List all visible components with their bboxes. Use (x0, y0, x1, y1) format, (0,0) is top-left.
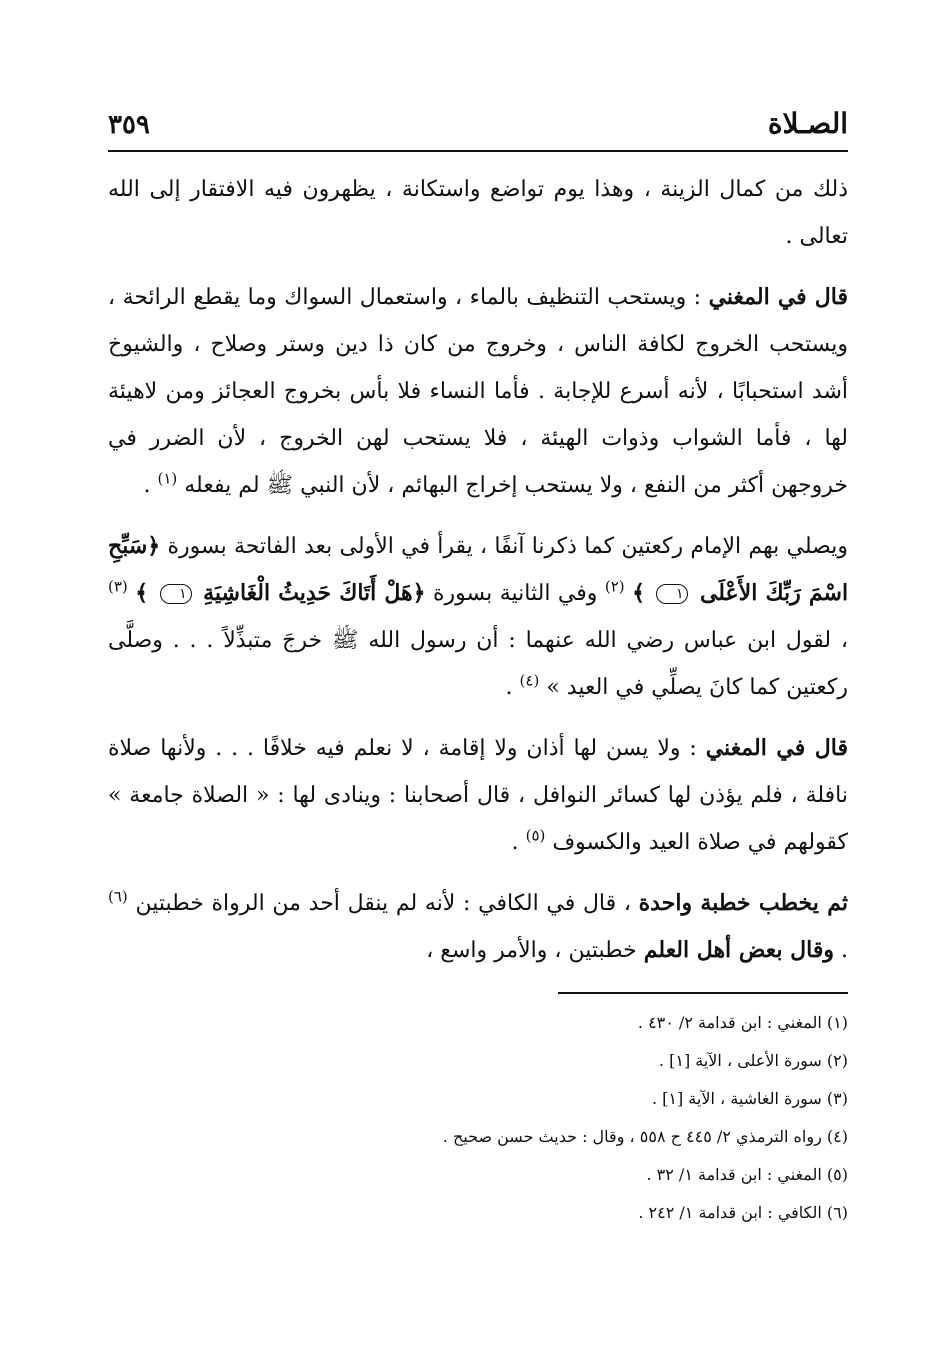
footnote-ref-1: (١) (157, 469, 178, 488)
paragraph-5 (108, 880, 848, 974)
paragraph-3-end: . (505, 675, 513, 700)
running-title: الصـلاة (767, 107, 848, 140)
footnote-5: (٥) المغني : ابن قدامة ١/ ٣٢ . (646, 1165, 848, 1184)
paragraph-5-lead: ثم يخطب خطبة واحدة (638, 890, 848, 916)
quran-verse-1: ﴿سَبِّحِ اسْمَ رَبِّكَ الأَعْلَى (108, 533, 849, 606)
paragraph-2-end: . (143, 473, 151, 498)
paragraph-2-lead: قال في المغني (708, 284, 848, 310)
running-header (108, 80, 848, 152)
quran-verse-2: ﴿هَلْ أَتَاكَ حَدِيثُ الْغَاشِيَةِ (203, 580, 426, 606)
page-number: ٣٥٩ (108, 110, 150, 140)
paragraph-2-text: : ويستحب التنظيف بالماء ، واستعمال السواك وما يقطع الرائحة ، ويستحب الخروج لكافة الناس ، وخروج من كان ذا دين وستر وصلاح ، والشيوخ أشد استحبابًا ، لأنه أسرع للإجابة . فأما النساء فلا بأس بخروج العجائز ومن لاهيئة لها ، فأما الشواب وذوات الهيئة ، فلا يستحب لهن الخروج ، لأن الضرر في خروجهن أكثر من النفع ، ولا يستحب إخراج البهائم ، لأن النبي ﷺ لم يفعله (108, 285, 848, 498)
footnote-divider (558, 992, 848, 994)
ayah-number-2: ١ (160, 584, 192, 604)
footnote-ref-6: (٦) (108, 887, 128, 906)
paragraph-5-text-b: خطبتين ، والأمر واسع ، (426, 938, 637, 963)
paragraph-4-text: : ولا يسن لها أذان ولا إقامة ، لا نعلم فيه خلافًا . . . ولأنها صلاة نافلة ، فلم يؤذن لها كسائر النوافل ، قال أصحابنا : وينادى لها : « الصلاة جامعة » كقولهم في صلاة العيد والكسوف (108, 736, 848, 855)
footnote-ref-2: (٢) (604, 577, 625, 596)
paragraph-5-bold: وقال بعض أهل العلم (643, 937, 834, 963)
paragraph-3-text-c: ، لقول ابن عباس رضي الله عنهما : أن رسول الله ﷺ خرجَ متبذِّلاً . . . وصلَّى ركعتين كما كانَ يصلِّي في العيد » (108, 628, 848, 700)
footnote-6: (٦) الكافي : ابن قدامة ١/ ٢٤٢ . (638, 1203, 848, 1222)
paragraph-2 (108, 274, 848, 509)
paragraph-4 (108, 725, 848, 866)
paragraph-3-text-a: ويصلي بهم الإمام ركعتين كما ذكرنا آنفًا ، يقرأ في الأولى بعد الفاتحة بسورة (167, 534, 848, 559)
quran-verse-1-close: ﴾ (632, 580, 645, 606)
paragraph-5-text-a: ، قال في الكافي : لأنه لم ينقل أحد من الرواة خطبتين (135, 891, 631, 916)
ayah-number-1: ١ (656, 584, 688, 604)
paragraph-3 (108, 523, 848, 711)
book-page (108, 80, 848, 1232)
paragraph-1 (108, 166, 848, 260)
footnotes (108, 1004, 848, 1232)
quran-verse-2-close: ﴾ (135, 580, 149, 606)
paragraph-5-dot: . (841, 938, 848, 963)
footnote-3: (٣) سورة الغاشية ، الآية [١] . (651, 1089, 848, 1108)
footnote-ref-3: (٣) (108, 577, 128, 596)
footnote-ref-4: (٤) (519, 671, 540, 690)
main-text (108, 166, 848, 974)
paragraph-4-lead: قال في المغني (705, 735, 849, 761)
paragraph-3-text-b: وفي الثانية بسورة (433, 581, 598, 606)
footnote-4: (٤) رواه الترمذي ٢/ ٤٤٥ ح ٥٥٨ ، وقال : حديث حسن صحيح . (442, 1127, 848, 1146)
paragraph-4-end: . (511, 830, 519, 855)
footnote-ref-5: (٥) (525, 826, 546, 845)
footnote-1: (١) المغني : ابن قدامة ٢/ ٤٣٠ . (637, 1013, 848, 1032)
paragraph-1-text: ذلك من كمال الزينة ، وهذا يوم تواضع واستكانة ، يظهرون فيه الافتقار إلى الله تعالى . (108, 177, 848, 249)
footnote-2: (٢) سورة الأعلى ، الآية [١] . (658, 1051, 848, 1070)
